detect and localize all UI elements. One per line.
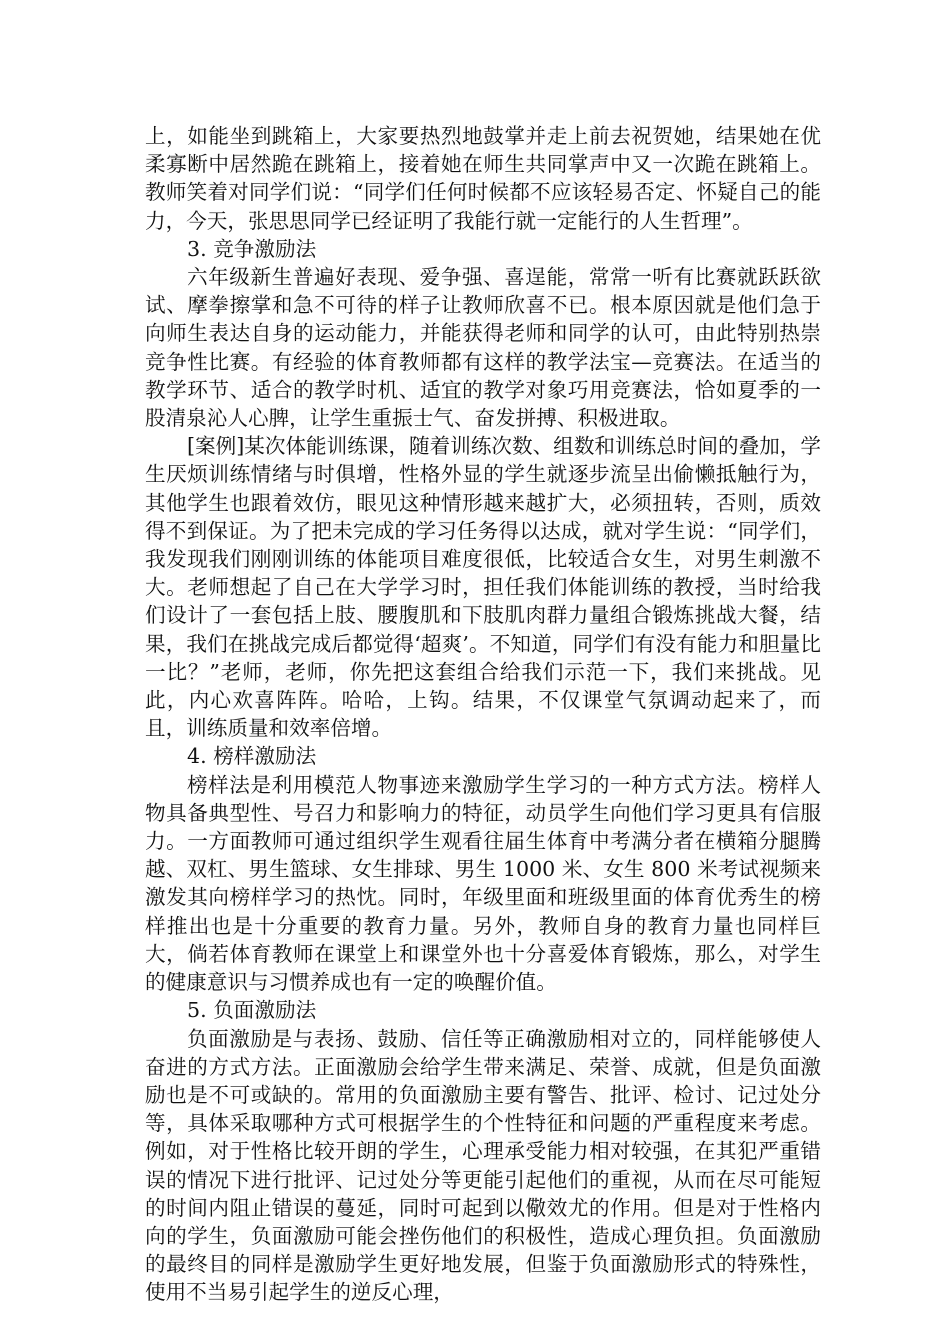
paragraph: 六年级新生普遍好表现、爱争强、喜逞能，常常一听有比赛就跃跃欲试、摩拳擦掌和急不可待的样子让教师欣喜不已。根本原因就是他们急于向师生表达自身的运动能力，并能获得老师和同学的认可，由此特别热崇竞争性比赛。有经验的体育教师都有这样的教学法宝—竞赛法。在适当的教学环节、适合的教学时机、适宜的教学对象巧用竞赛法，恰如夏季的一股清泉沁人心脾，让学生重振士气、奋发拼搏、积极进取。 (145, 265, 821, 431)
section-heading-negative: 5. 负面激励法 (187, 998, 317, 1023)
paragraph: 负面激励是与表扬、鼓励、信任等正确激励相对立的，同样能够使人奋进的方式方法。正面激励会给学生带来满足、荣誉、成就，但是负面激励也是不可或缺的。常用的负面激励主要有警告、批评、检讨、记过处分等，具体采取哪种方式可根据学生的个性特征和问题的严重程度来考虑。例如，对于性格比较开朗的学生，心理承受能力相对较强，在其犯严重错误的情况下进行批评、记过处分等更能引起他们的重视，从而在尽可能短的时间内阻止错误的蔓延，同时可起到以儆效尤的作用。但是对于性格内向的学生，负面激励可能会挫伤他们的积极性，造成心理负担。负面激励的最终目的同样是激励学生更好地发展，但鉴于负面激励形式的特殊性，使用不当易引起学生的逆反心理， (145, 1026, 821, 1305)
paragraph: 榜样法是利用模范人物事迹来激励学生学习的一种方式方法。榜样人物具备典型性、号召力和影响力的特征，动员学生向他们学习更具有信服力。一方面教师可通过组织学生观看往届生体育中考满分者在横箱分腿腾越、双杠、男生篮球、女生排球、男生 1000 米、女生 800 米考试视频来激发其向榜样学习的热忱。同时，年级里面和班级里面的体育优秀生的榜样推出也是十分重要的教育力量。另外，教师自身的教育力量也同样巨大，倘若体育教师在课堂上和课堂外也十分喜爱体育锻炼，那么，对学生的健康意识与习惯养成也有一定的唤醒价值。 (145, 772, 821, 995)
section-heading-role-model: 4. 榜样激励法 (187, 744, 317, 769)
section-heading-competition: 3. 竞争激励法 (187, 236, 317, 261)
document-page (145, 122, 821, 1307)
paragraph-continued: 上，如能坐到跳箱上，大家要热烈地鼓掌并走上前去祝贺她，结果她在优柔寡断中居然跪在跳箱上，接着她在师生共同掌声中又一次跪在跳箱上。教师笑着对同学们说：“同学们任何时候都不应该轻易否定、怀疑自己的能力，今天，张思思同学已经证明了我能行就一定能行的人生哲理”。 (145, 124, 821, 233)
paragraph-case: [案例]某次体能训练课，随着训练次数、组数和训练总时间的叠加，学生厌烦训练情绪与时俱增，性格外显的学生就逐步流呈出偷懒抵触行为，其他学生也跟着效仿，眼见这种情形越来越扩大，必须扭转，否则，质效得不到保证。为了把未完成的学习任务得以达成，就对学生说：“同学们，我发现我们刚刚训练的体能项目难度很低，比较适合女生，对男生刺激不大。老师想起了自己在大学学习时，担任我们体能训练的教授，当时给我们设计了一套包括上肢、腰腹肌和下肢肌肉群力量组合锻炼挑战大餐，结果，我们在挑战完成后都觉得‘超爽’。不知道，同学们有没有能力和胆量比一比？”老师，老师，你先把这套组合给我们示范一下，我们来挑战。见此，内心欢喜阵阵。哈哈，上钩。结果，不仅课堂气氛调动起来了，而且，训练质量和效率倍增。 (145, 434, 821, 741)
